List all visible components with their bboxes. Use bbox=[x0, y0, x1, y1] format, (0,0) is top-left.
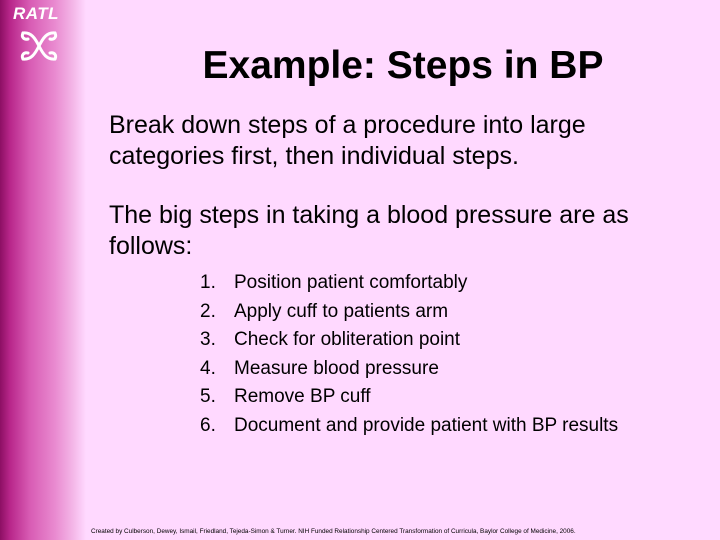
list-item bbox=[200, 383, 618, 412]
list-item bbox=[200, 269, 618, 298]
intro-paragraph: Break down steps of a procedure into large categories first, then individual steps. bbox=[109, 111, 586, 170]
list-item bbox=[200, 298, 618, 327]
footer-credit: Created by Culberson, Dewey, Ismail, Friedland, Tejeda-Simon & Turner. NIH Funded Relationship Centered Transformation of Curricula, Baylor College of Medicine, 2006. bbox=[91, 528, 576, 535]
step-text: Check for obliteration point bbox=[234, 329, 461, 351]
ratl-logo-text: RATL bbox=[13, 4, 60, 23]
steps-list bbox=[200, 269, 618, 441]
step-text: Position patient comfortably bbox=[234, 272, 468, 293]
step-number: 4. bbox=[200, 357, 216, 379]
steps-intro-paragraph: The big steps in taking a blood pressure are as follows: bbox=[109, 201, 629, 260]
list-item bbox=[200, 326, 618, 355]
step-text: Remove BP cuff bbox=[234, 386, 371, 408]
step-text: Apply cuff to patients arm bbox=[234, 300, 449, 322]
step-number: 3. bbox=[200, 329, 216, 351]
step-number: 6. bbox=[200, 414, 216, 436]
slide-title: Example: Steps in BP bbox=[202, 44, 604, 87]
step-text: Measure blood pressure bbox=[234, 357, 439, 379]
step-text: Document and provide patient with BP results bbox=[234, 414, 619, 436]
step-number: 1. bbox=[200, 272, 216, 293]
step-number: 2. bbox=[200, 300, 216, 322]
list-item bbox=[200, 412, 618, 441]
step-number: 5. bbox=[200, 386, 216, 408]
list-item bbox=[200, 355, 618, 384]
